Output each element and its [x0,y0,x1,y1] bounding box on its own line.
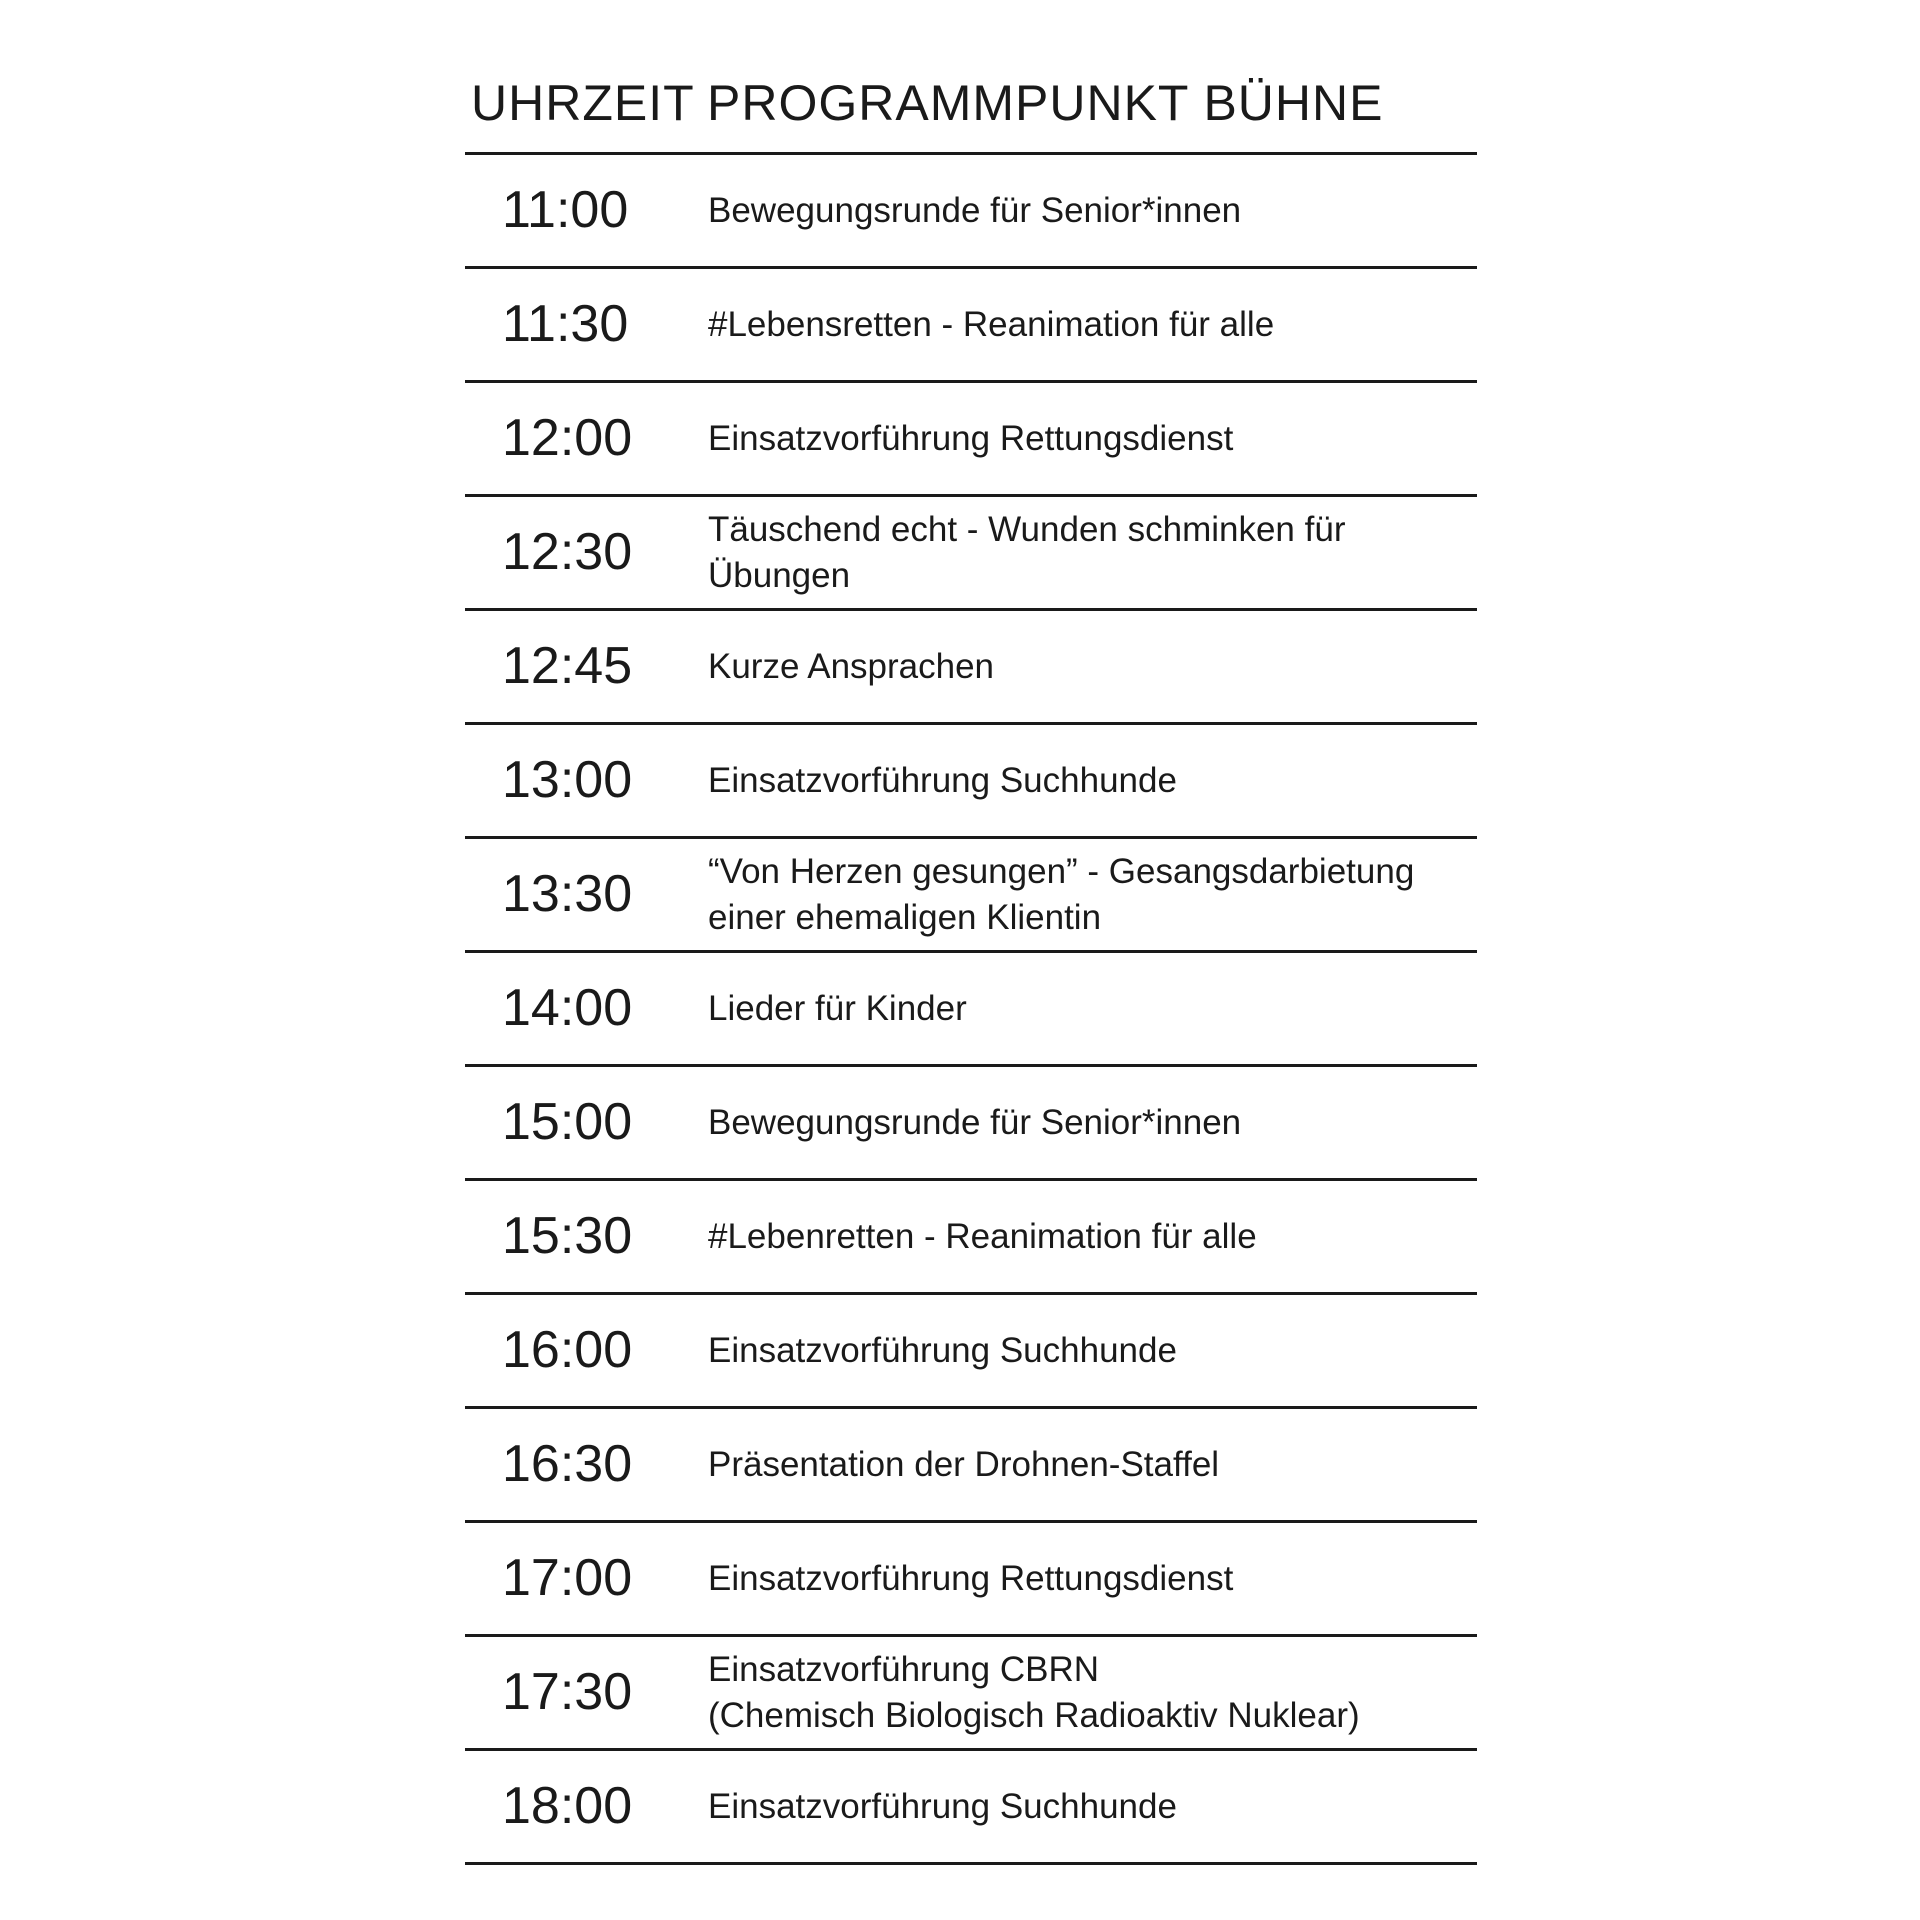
row-time: 13:30 [502,865,633,923]
table-row [465,269,1477,383]
row-time: 16:30 [502,1435,633,1493]
row-program-cell [708,839,1473,950]
row-program-cell [708,1181,1473,1292]
row-time: 17:30 [502,1663,633,1721]
row-time: 17:00 [502,1549,633,1607]
row-time: 15:00 [502,1093,633,1151]
row-program-cell [708,383,1473,494]
row-program: Einsatzvorführung Suchhunde [708,1786,1177,1826]
row-program-cell [708,725,1473,836]
table-row [465,1067,1477,1181]
row-program: Kurze Ansprachen [708,646,995,686]
row-time: 11:30 [502,295,629,353]
row-program: Einsatzvorführung Suchhunde [708,1330,1177,1370]
row-time: 13:00 [502,751,633,809]
table-row [465,839,1477,953]
schedule-table [465,70,1477,1865]
row-program-cell [708,1523,1473,1634]
row-program-cell [708,269,1473,380]
row-program-cell [708,1295,1473,1406]
table-row [465,1409,1477,1523]
row-program: Bewegungsrunde für Senior*innen [708,190,1242,230]
row-program-cell [708,1409,1473,1520]
row-program: Präsentation der Drohnen-Staffel [708,1444,1220,1484]
row-time: 12:45 [502,637,633,695]
table-row [465,1523,1477,1637]
schedule-rows [465,155,1477,1865]
table-row [465,383,1477,497]
row-time: 12:00 [502,409,633,467]
table-row [465,725,1477,839]
table-row [465,1751,1477,1865]
row-program: Bewegungsrunde für Senior*innen [708,1102,1242,1142]
row-program: “Von Herzen gesungen” - Gesangsdarbietung einer ehemaligen Klientin [708,851,1415,937]
table-row [465,611,1477,725]
row-time: 18:00 [502,1777,633,1835]
row-program-cell [708,1067,1473,1178]
row-program: Einsatzvorführung Suchhunde [708,760,1177,800]
row-program-cell [708,155,1473,266]
column-header-program: PROGRAMMPUNKT BÜHNE [707,75,1384,131]
table-row [465,1295,1477,1409]
row-program: #Lebenretten - Reanimation für alle [708,1216,1257,1256]
row-program: Einsatzvorführung Rettungsdienst [708,1558,1234,1598]
table-row [465,1637,1477,1751]
row-time: 11:00 [502,181,629,239]
column-header-time: UHRZEIT [471,75,695,131]
table-row [465,953,1477,1067]
row-program-cell [708,1637,1473,1748]
row-program: #Lebensretten - Reanimation für alle [708,304,1275,344]
row-program: Lieder für Kinder [708,988,967,1028]
table-row [465,155,1477,269]
row-program-cell [708,953,1473,1064]
row-program-cell [708,611,1473,722]
row-time: 15:30 [502,1207,633,1265]
table-row [465,497,1477,611]
row-program-cell [708,1751,1473,1862]
row-program: Täuschend echt - Wunden schminken für Übungen [708,509,1346,595]
row-program: Einsatzvorführung Rettungsdienst [708,418,1234,458]
row-program: Einsatzvorführung CBRN (Chemisch Biologisch Radioaktiv Nuklear) [708,1649,1360,1735]
table-header [465,70,1477,155]
row-time: 14:00 [502,979,633,1037]
row-time: 12:30 [502,523,633,581]
row-time: 16:00 [502,1321,633,1379]
row-program-cell [708,497,1473,608]
table-row [465,1181,1477,1295]
